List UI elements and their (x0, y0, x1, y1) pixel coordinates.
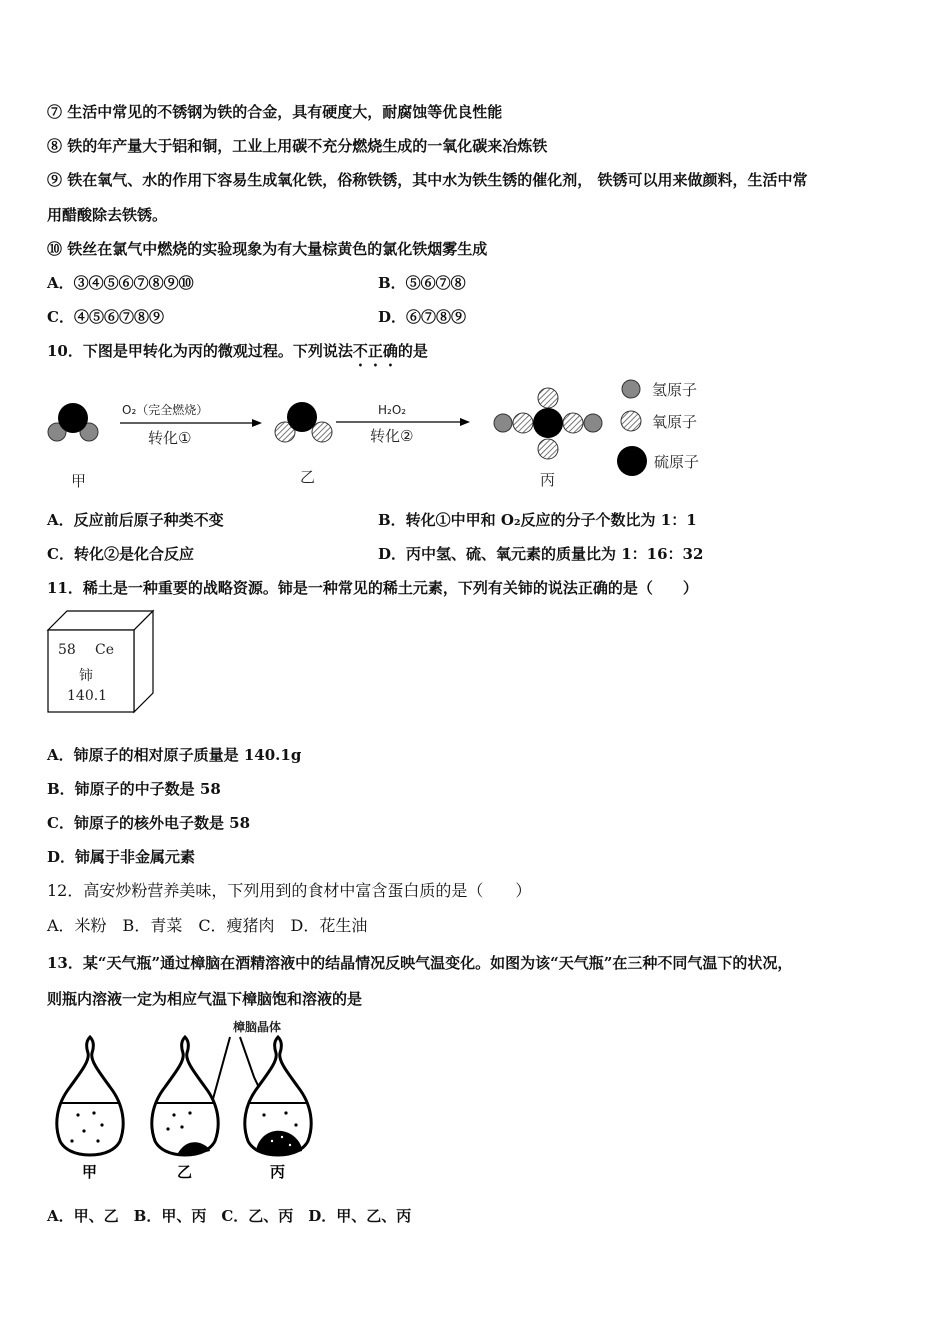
q11-option-a[interactable]: A．铈原子的相对原子质量是 140.1g (47, 746, 302, 764)
q9-option-d[interactable]: D．⑥⑦⑧⑨ (378, 308, 467, 326)
arrow2-label: 转化② (370, 427, 414, 445)
statement-10: ⑩ 铁丝在氯气中燃烧的实验现象为有大量棕黄色的氯化铁烟雾生成 (47, 240, 488, 258)
q10-option-d[interactable]: D．丙中氢、硫、氧元素的质量比为 1：16：32 (378, 545, 704, 563)
element-mass: 140.1 (67, 688, 108, 704)
flask-label-jia: 甲 (82, 1163, 98, 1181)
q11-option-b[interactable]: B．铈原子的中子数是 58 (47, 780, 221, 798)
label-jia: 甲 (71, 472, 87, 490)
molecule-bing (494, 388, 602, 459)
element-number: 58 (58, 642, 76, 658)
q11-option-d[interactable]: D．铈属于非金属元素 (47, 848, 196, 866)
statement-9-continued: 用醋酸除去铁锈。 (47, 206, 168, 224)
q13-stem-line1: 13．某“天气瓶”通过樟脑在酒精溶液中的结晶情况反映气温变化。如图为该“天气瓶”在三种不同气温下的状况， (47, 954, 793, 972)
flask-jia (57, 1037, 123, 1155)
q10-option-b[interactable]: B．转化①中甲和 O₂反应的分子个数比为 1：1 (378, 511, 697, 529)
q11-option-c[interactable]: C．铈原子的核外电子数是 58 (47, 814, 251, 832)
q10-option-a[interactable]: A．反应前后原子种类不变 (47, 511, 224, 529)
legend (617, 380, 699, 476)
q9-option-a[interactable]: A．③④⑤⑥⑦⑧⑨⑩ (47, 274, 194, 292)
molecule-yi (275, 402, 332, 442)
q10-stem: 10．下图是甲转化为丙的微观过程。下列说法不正确的是 (47, 342, 428, 360)
label-yi: 乙 (300, 468, 316, 486)
legend-sulfur: 硫原子 (654, 453, 700, 471)
crystal-label: 樟脑晶体 (233, 1020, 282, 1034)
statement-9: ⑨ 铁在氧气、水的作用下容易生成氧化铁，俗称铁锈，其中水为铁生锈的催化剂， 铁锈可以用来做颜料，生活中常 (47, 171, 808, 189)
element-name: 铈 (79, 668, 93, 684)
arrow1-label: 转化① (148, 429, 192, 447)
q12-options[interactable]: A．米粉 B．青菜 C．瘦猪肉 D．花生油 (47, 916, 368, 935)
legend-hydrogen-swatch (622, 380, 640, 398)
legend-hydrogen: 氢原子 (652, 381, 698, 399)
arrow2-condition: H₂O₂ (378, 403, 407, 417)
q13-options[interactable]: A．甲、乙 B．甲、丙 C．乙、丙 D．甲、乙、丙 (47, 1207, 412, 1225)
weather-bottles-figure (50, 1017, 320, 1182)
legend-oxygen: 氧原子 (652, 413, 698, 431)
molecule-jia (48, 403, 98, 441)
legend-sulfur-swatch (617, 446, 647, 476)
label-bing: 丙 (540, 471, 556, 489)
statement-7: ⑦ 生活中常见的不锈钢为铁的合金，具有硬度大，耐腐蚀等优良性能 (47, 103, 503, 121)
legend-oxygen-swatch (621, 411, 641, 431)
q12-stem: 12．高安炒粉营养美味，下列用到的食材中富含蛋白质的是（ ） (47, 881, 532, 900)
arrow1-head (252, 419, 262, 427)
flask-yi (152, 1037, 218, 1155)
q9-option-c[interactable]: C．④⑤⑥⑦⑧⑨ (47, 308, 164, 326)
flask-label-bing: 丙 (270, 1163, 286, 1181)
reaction-diagram (40, 372, 760, 492)
q10-option-c[interactable]: C．转化②是化合反应 (47, 545, 194, 563)
flask-bing (245, 1037, 311, 1155)
q11-stem: 11．稀土是一种重要的战略资源。铈是一种常见的稀土元素，下列有关铈的说法正确的是（ ） (47, 579, 698, 597)
arrow2-head (460, 418, 470, 426)
q13-stem-line2: 则瓶内溶液一定为相应气温下樟脑饱和溶液的是 (47, 990, 363, 1008)
q9-option-b[interactable]: B．⑤⑥⑦⑧ (378, 274, 466, 292)
flask-label-yi: 乙 (177, 1163, 193, 1181)
statement-8: ⑧ 铁的年产量大于铝和铜，工业上用碳不充分燃烧生成的一氧化碳来冶炼铁 (47, 137, 548, 155)
arrow1-condition: O₂（完全燃烧） (122, 403, 209, 417)
element-symbol: Ce (95, 642, 114, 658)
